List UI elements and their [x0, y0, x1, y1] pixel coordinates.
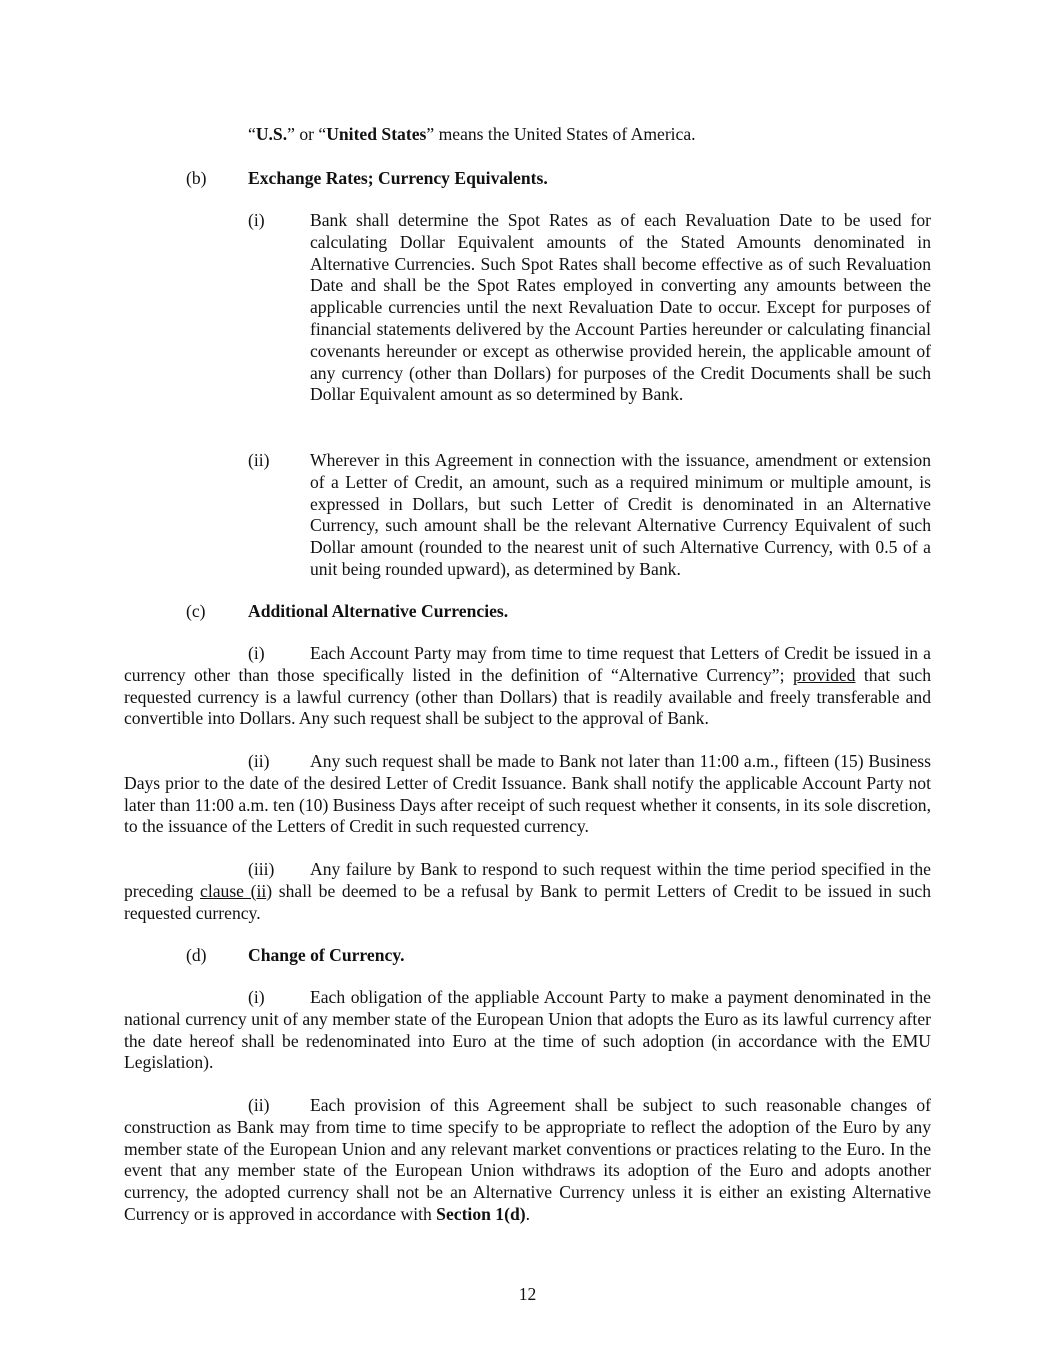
definition-us: “U.S.” or “United States” means the United States of America. [248, 124, 696, 144]
underlined-clause-ref: clause (ii [200, 880, 267, 901]
section-d-paragraph-ii: (ii) Each provision of this Agreement shall be subject to such reasonable changes of construction as Bank may from time to time specify to be appropriate to reflect the adoption of the Euro by any member state of the European Union and any relevant market conventions or practices relating to the Euro. In the event that any member state of the European Union withdraws its adoption of the Euro and adopts another currency, the adopted currency shall not be an Alternative Currency unless it is either an existing Alternative Currency or is approved in accordance with Section 1(d). [124, 1095, 931, 1224]
item-label: (ii) [248, 450, 270, 470]
underlined-provided: provided [792, 664, 856, 685]
section-title: Exchange Rates; Currency Equivalents. [248, 168, 548, 188]
section-reference: Section 1(d) [436, 1203, 526, 1224]
term-united-states: United States [326, 124, 427, 144]
section-c-paragraph-ii: (ii) Any such request shall be made to Bank not later than 11:00 a.m., fifteen (15) Business Days prior to the date of the desired Letter of Credit Issuance. Bank shall notify the applicable Account Party not later than 11:00 a.m. ten (10) Business Days after receipt of such request whether it consents, in its sole discretion, to the issuance of the Letters of Credit in such requested currency. [124, 751, 931, 837]
section-label: (c) [186, 601, 206, 621]
page-number: 12 [518, 1284, 537, 1304]
item-label: (i) [248, 210, 265, 230]
section-d-paragraph-i: (i) Each obligation of the appliable Account Party to make a payment denominated in the national currency unit of any member state of the European Union that adopts the Euro as its lawful currency after the date hereof shall be redenominated into Euro at the time of such adoption (in accordance with the EMU Legislation). [124, 987, 931, 1073]
section-title: Change of Currency. [248, 945, 405, 965]
term-us: U.S. [255, 124, 288, 144]
item-text: Wherever in this Agreement in connection with the issuance, amendment or extension of a Letter of Credit, an amount, such as a required minimum or multiple amount, is expressed in Dollars, but such Letter of Credit is denominated in an Alternative Currency, such amount shall be the relevant Alternative Currency Equivalent of such Dollar amount (rounded to the nearest unit of such Alternative Currency, with 0.5 of a unit being rounded upward), as determined by Bank. [310, 450, 931, 579]
section-label: (d) [186, 945, 207, 965]
section-title: Additional Alternative Currencies. [248, 601, 509, 621]
section-c-paragraph-iii: (iii) Any failure by Bank to respond to such request within the time period specified in the preceding clause (ii) shall be deemed to be a refusal by Bank to permit Letters of Credit to be issued in such requested currency. [124, 859, 931, 923]
section-c-paragraph-i: (i) Each Account Party may from time to time request that Letters of Credit be issued in a currency other than those specifically listed in the definition of “Alternative Currency”; provided that such requested currency is a lawful currency (other than Dollars) that is readily available and freely transferable and convertible into Dollars. Any such request shall be subject to the approval of Bank. [124, 643, 931, 729]
section-label: (b) [186, 168, 207, 188]
item-text: Bank shall determine the Spot Rates as of each Revaluation Date to be used for calculating Dollar Equivalent amounts of the Stated Amounts denominated in Alternative Currencies. Such Spot Rates shall become effective as of such Revaluation Date and shall be the Spot Rates employed in converting any amounts between the applicable currencies until the next Revaluation Date to occur. Except for purposes of financial statements delivered by the Account Parties hereunder or calculating financial covenants hereunder or except as otherwise provided herein, the applicable amount of any currency (other than Dollars) for purposes of the Credit Documents shall be such Dollar Equivalent amount as so determined by Bank. [310, 210, 931, 405]
